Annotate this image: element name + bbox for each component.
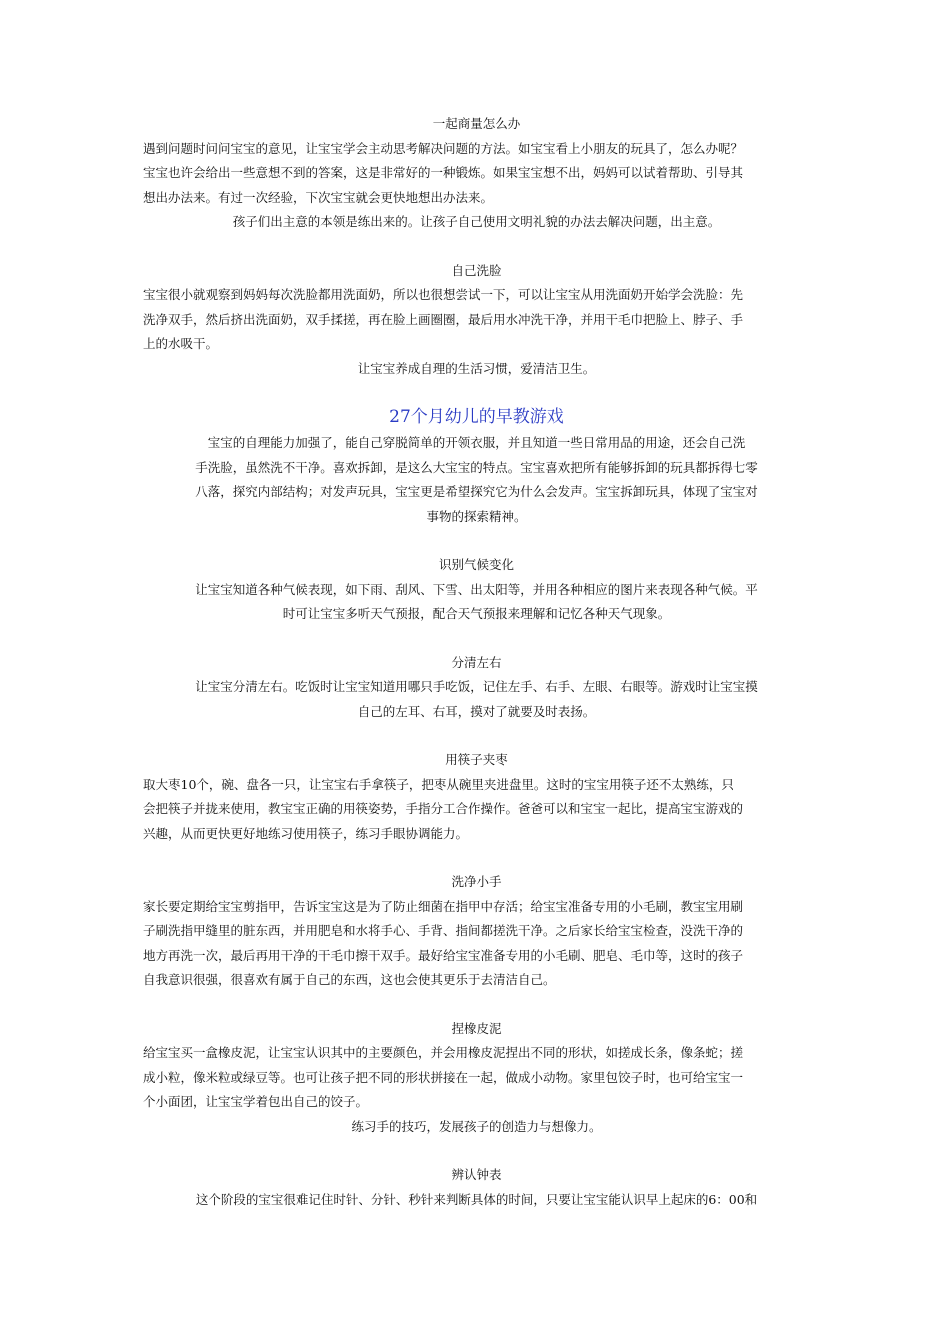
page-title: 27个月幼儿的早教游戏 xyxy=(389,407,564,427)
section-heading: 辨认钟表 xyxy=(451,1167,502,1182)
section-note: 练习手的技巧，发展孩子的创造力与想像力。 xyxy=(351,1118,602,1134)
paragraph-line: 自我意识很强，很喜欢有属于自己的东西，这也会使其更乐于去清洁自己。 xyxy=(143,972,556,987)
paragraph-line: 子刷洗指甲缝里的脏东西，并用肥皂和水将手心、手背、指间都搓洗干净。之后家长给宝宝检查，没洗干净的 xyxy=(143,923,744,938)
paragraph-line: 遇到问题时问问宝宝的意见，让宝宝学会主动思考解决问题的方法。如宝宝看上小朋友的玩具了，怎么办呢？ xyxy=(143,140,744,156)
intro-block xyxy=(157,431,797,529)
paragraph-line: 时可让宝宝多听天气预报，配合天气预报来理解和记忆各种天气现象。 xyxy=(282,606,671,621)
paragraph-line: 成小粒，像米粒或绿豆等。也可让孩子把不同的形状拼接在一起，做成小动物。家里包饺子时，也可给宝宝一 xyxy=(143,1069,744,1085)
intro-line: 手洗脸，虽然洗不干净。喜欢拆卸，是这么大宝宝的特点。宝宝喜欢把所有能够拆卸的玩具都拆得七零 xyxy=(195,459,758,475)
intro-line: 八落，探究内部结构；对发声玩具，宝宝更是希望探究它为什么会发声。宝宝拆卸玩具，体现了宝宝对 xyxy=(195,484,758,499)
section-heading: 分清左右 xyxy=(451,654,502,670)
document-page xyxy=(143,112,810,1212)
intro-line: 事物的探索精神。 xyxy=(426,508,527,524)
paragraph-line: 宝宝很小就观察到妈妈每次洗脸都用洗面奶，所以也很想尝试一下，可以让宝宝从用洗面奶开始学会洗脸：先 xyxy=(143,287,744,302)
paragraph-line: 让宝宝知道各种气候表现，如下雨、刮风、下雪、出太阳等，并用各种相应的图片来表现各种气候。平 xyxy=(195,581,758,597)
paragraph-line: 地方再洗一次，最后再用干净的干毛巾擦干双手。最好给宝宝准备专用的小毛刷、肥皂、毛巾等，这时的孩子 xyxy=(143,947,744,963)
section-heading: 洗净小手 xyxy=(451,874,502,889)
paragraph-line: 想出办法来。有过一次经验，下次宝宝就会更快地想出办法来。 xyxy=(143,189,494,205)
section-heading: 一起商量怎么办 xyxy=(432,116,521,131)
paragraph-line: 宝宝也许会给出一些意想不到的答案，这是非常好的一种锻炼。如果宝宝想不出，妈妈可以试着帮助、引导其 xyxy=(143,165,744,180)
section-heading: 捏橡皮泥 xyxy=(451,1020,502,1036)
paragraph-line: 让宝宝分清左右。吃饭时让宝宝知道用哪只手吃饭，记住左手、右手、左眼、右眼等。游戏时让宝宝摸 xyxy=(195,679,758,694)
paragraph-line: 会把筷子并拢来使用，教宝宝正确的用筷姿势，手指分工合作操作。爸爸可以和宝宝一起比，提高宝宝游戏的 xyxy=(143,801,744,816)
section-note: 孩子们出主意的本领是练出来的。让孩子自己使用文明礼貌的办法去解决问题，出主意。 xyxy=(232,214,721,229)
paragraph-line: 取大枣10个，碗、盘各一只，让宝宝右手拿筷子，把枣从碗里夹进盘里。这时的宝宝用筷子还不太熟练，只 xyxy=(143,776,734,792)
section-heading: 自己洗脸 xyxy=(451,262,502,278)
paragraph-line: 家长要定期给宝宝剪指甲，告诉宝宝这是为了防止细菌在指甲中存活；给宝宝准备专用的小毛刷，教宝宝用刷 xyxy=(143,898,744,914)
section-heading: 识别气候变化 xyxy=(438,557,514,572)
intro-line: 宝宝的自理能力加强了，能自己穿脱简单的开领衣服，并且知道一些日常用品的用途，还会自己洗 xyxy=(207,435,746,450)
paragraph-line: 自己的左耳、右耳，摸对了就要及时表扬。 xyxy=(357,703,596,719)
paragraph-line: 上的水吸干。 xyxy=(143,336,219,351)
paragraph-line: 给宝宝买一盒橡皮泥，让宝宝认识其中的主要颜色，并会用橡皮泥捏出不同的形状，如搓成长条，像条蛇；搓 xyxy=(143,1045,744,1060)
section-heading: 用筷子夹枣 xyxy=(445,752,508,767)
paragraph-line: 兴趣，从而更快更好地练习使用筷子，练习手眼协调能力。 xyxy=(143,825,469,841)
paragraph-line: 洗净双手，然后挤出洗面奶，双手揉搓，再在脸上画圈圈，最后用水冲洗干净，并用干毛巾把脸上、脖子、手 xyxy=(143,311,744,327)
section-note: 让宝宝养成自理的生活习惯，爱清洁卫生。 xyxy=(357,360,596,376)
paragraph-line: 这个阶段的宝宝很难记住时针、分针、秒针来判断具体的时间，只要让宝宝能认识早上起床的6：00和 xyxy=(195,1191,758,1207)
paragraph-line: 个小面团，让宝宝学着包出自己的饺子。 xyxy=(143,1094,369,1109)
